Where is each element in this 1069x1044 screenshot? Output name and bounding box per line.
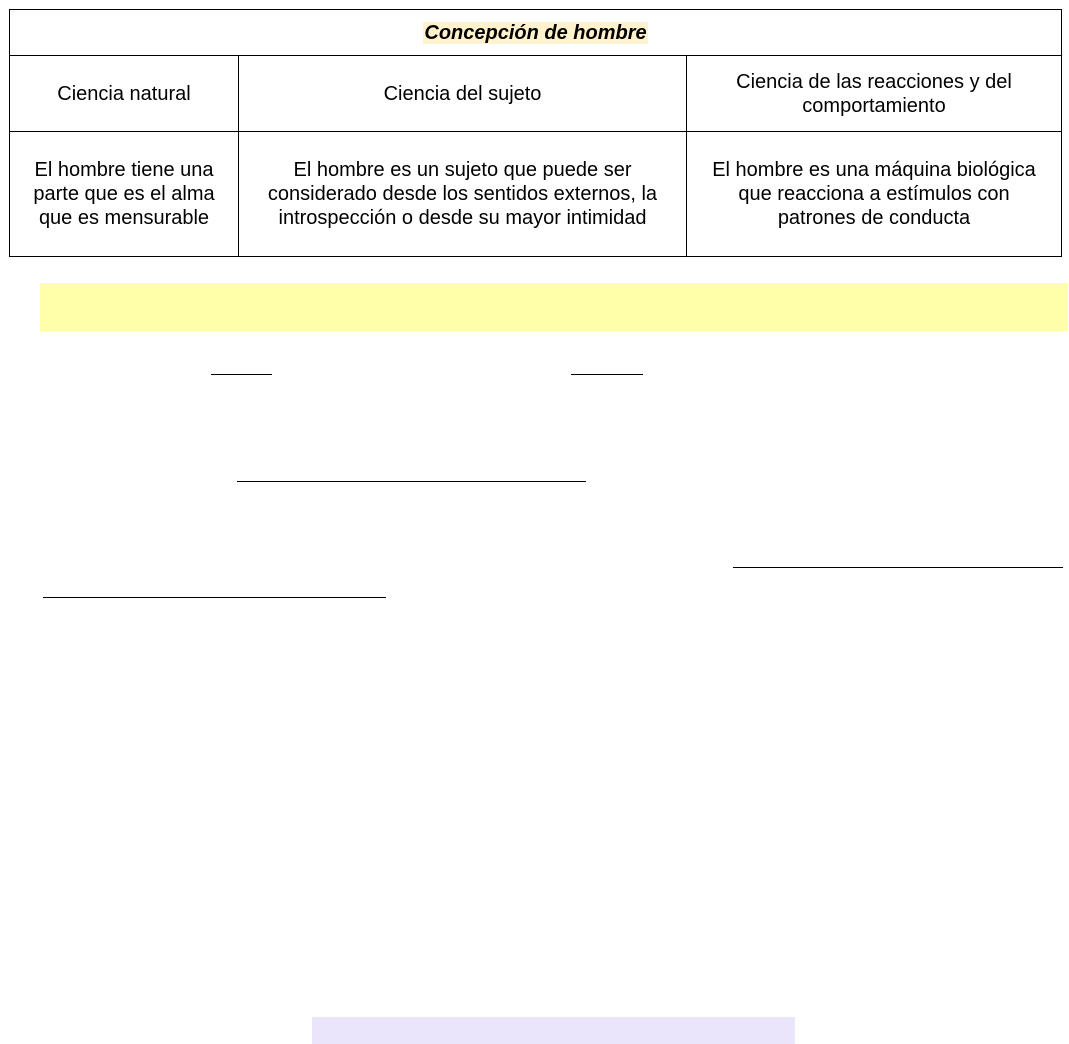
concepcion-table <box>9 9 1062 257</box>
blank-line <box>571 374 643 375</box>
blank-line <box>43 597 386 598</box>
cell-ciencia-natural: El hombre tiene una parte que es el alma que es mensurable <box>10 132 239 257</box>
table-title-cell <box>10 10 1062 56</box>
table-row <box>10 132 1062 257</box>
table-title-row <box>10 10 1062 56</box>
table-title: Concepción de hombre <box>424 21 647 44</box>
cell-ciencia-sujeto: El hombre es un sujeto que puede ser considerado desde los sentidos externos, la introspección o desde su mayor intimidad <box>239 132 687 257</box>
blank-line <box>211 374 272 375</box>
blank-line <box>733 567 1063 568</box>
cell-ciencia-reacciones: El hombre es una máquina biológica que reacciona a estímulos con patrones de conducta <box>687 132 1062 257</box>
header-ciencia-reacciones: Ciencia de las reacciones y del comportamiento <box>687 56 1062 132</box>
header-ciencia-natural: Ciencia natural <box>10 56 239 132</box>
header-ciencia-sujeto: Ciencia del sujeto <box>239 56 687 132</box>
blank-line <box>237 481 586 482</box>
table-header-row <box>10 56 1062 132</box>
footer-highlight-bar <box>312 1017 795 1044</box>
highlight-bar <box>40 283 1068 331</box>
